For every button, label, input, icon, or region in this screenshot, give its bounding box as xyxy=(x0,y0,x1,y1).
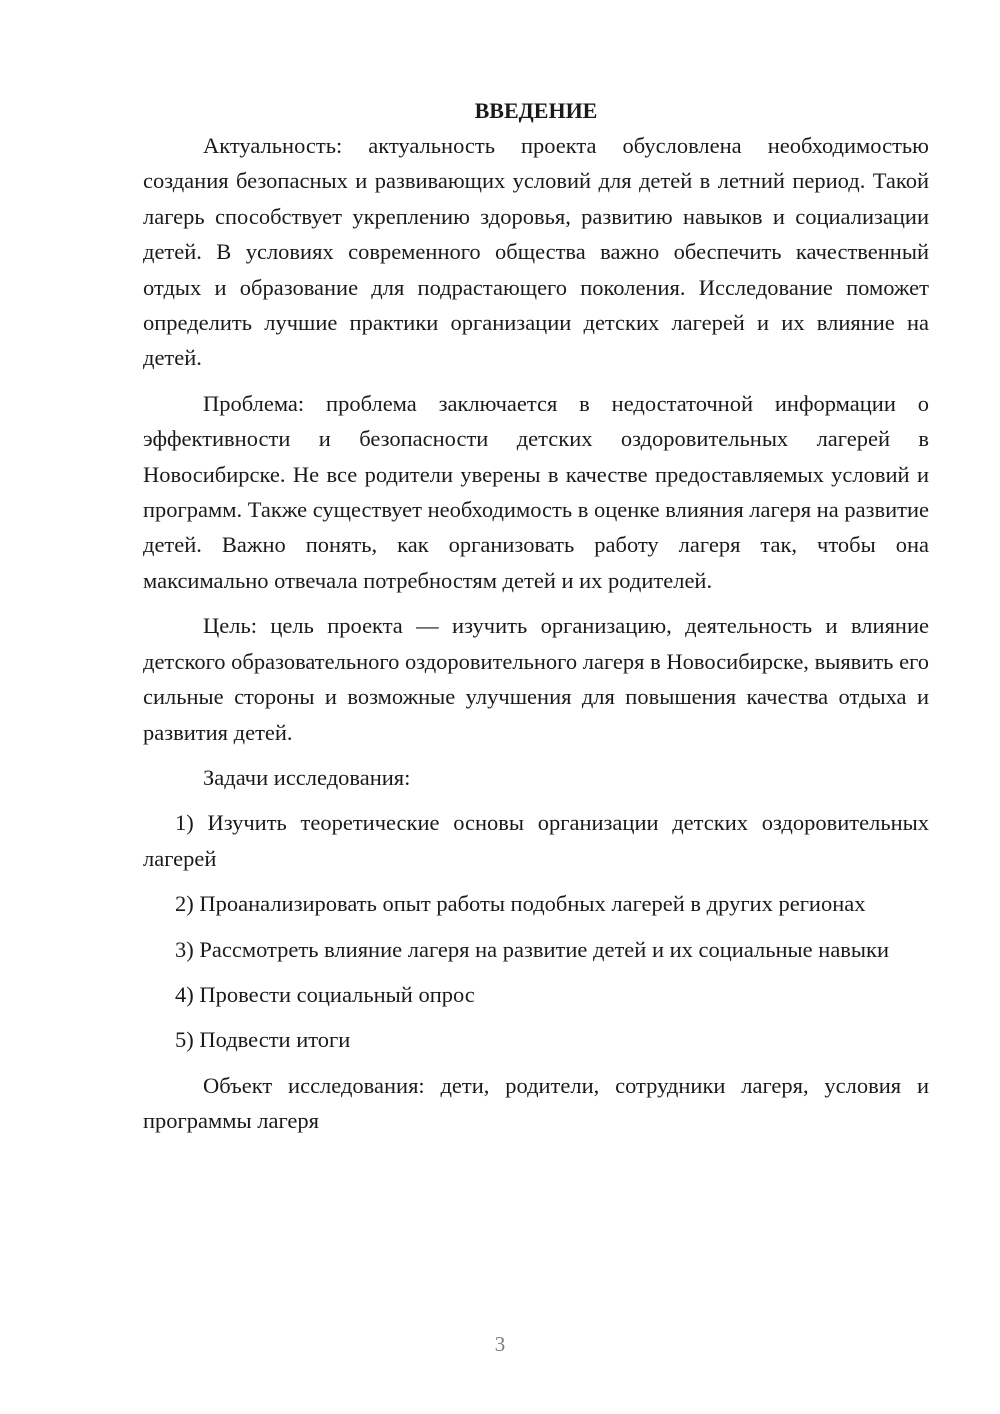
page-content xyxy=(143,93,929,1149)
section-title: ВВЕДЕНИЕ xyxy=(474,98,598,123)
object-paragraph: Объект исследования: дети, родители, сотрудники лагеря, условия и программы лагеря xyxy=(143,1072,929,1134)
task-item-4: 4) Провести социальный опрос xyxy=(175,981,475,1007)
task-item-3: 3) Рассмотреть влияние лагеря на развитие детей и их социальные навыки xyxy=(175,936,890,962)
tasks-list xyxy=(143,805,929,1057)
relevance-paragraph: Актуальность: актуальность проекта обусловлена необходимостью создания безопасных и развивающих условий для детей в летний период. Такой лагерь способствует укреплению здоровья, развитию навыков и социализации детей. В условиях современного общества важно обеспечить качественный отдых и образование для подрастающего поколения. Исследование поможет определить лучшие практики организации детских лагерей и их влияние на детей. xyxy=(143,133,929,371)
goal-paragraph: Цель: цель проекта — изучить организацию, деятельность и влияние детского образовательного оздоровительного лагеря в Новосибирске, выявить его сильные стороны и возможные улучшения для повышения качества отдыха и развития детей. xyxy=(143,613,929,745)
task-item-1: 1) Изучить теоретические основы организации детских оздоровительных лагерей xyxy=(143,810,929,871)
page-number: 3 xyxy=(494,1332,506,1356)
tasks-heading: Задачи исследования: xyxy=(203,764,411,790)
task-item-5: 5) Подвести итоги xyxy=(175,1027,351,1053)
task-item-2: 2) Проанализировать опыт работы подобных лагерей в других регионах xyxy=(175,891,866,917)
problem-paragraph: Проблема: проблема заключается в недостаточной информации о эффективности и безопасности детских оздоровительных лагерей в Новосибирске. Не все родители уверены в качестве предоставляемых условий и программ. Также существует необходимость в оценке влияния лагеря на развитие детей. Важно понять, как организовать работу лагеря так, чтобы она максимально отвечала потребностям детей и их родителей. xyxy=(143,390,929,593)
